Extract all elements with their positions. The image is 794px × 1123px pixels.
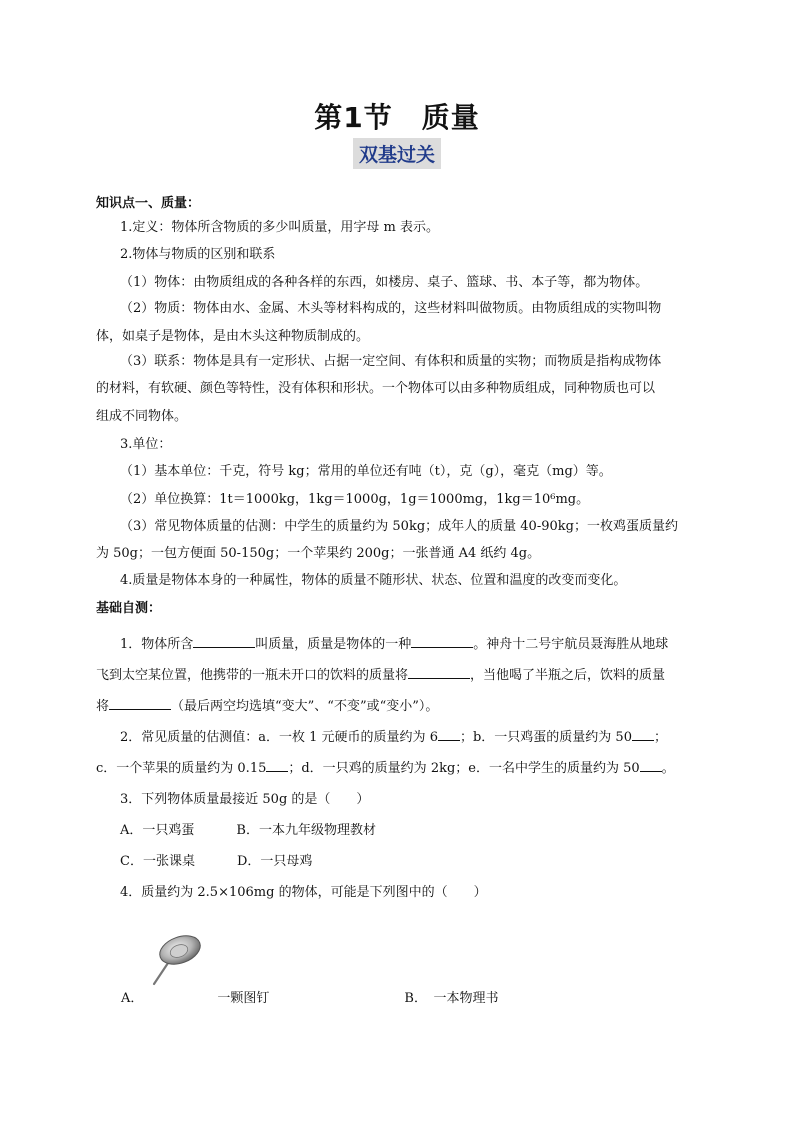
knowledge-line: 2.物体与物质的区别和联系 [120, 247, 276, 262]
selftest-heading: 基础自测： [96, 601, 162, 616]
question-text: ，当他喝了半瓶之后，饮料的质量 [470, 668, 666, 683]
question-1-line-3 [96, 695, 706, 714]
knowledge-line: （3）常见物体质量的估测：中学生的质量约为 50kg；成年人的质量 40-90kg；一枚鸡蛋质量约 [120, 519, 678, 534]
question-2-line-2 [96, 757, 706, 776]
answer-blank[interactable] [193, 635, 255, 648]
question-3-options-row-1 [120, 819, 730, 838]
knowledge-line: 3.单位： [120, 437, 172, 452]
question-text: （最后两空均选填“变大”、“不变”或“变小”）。 [171, 699, 439, 714]
knowledge-heading: 知识点一、质量： [96, 196, 201, 211]
option-b[interactable]: B．一本九年级物理教材 [236, 823, 376, 838]
option-a[interactable]: A． [121, 991, 144, 1006]
answer-blank[interactable] [640, 759, 662, 772]
question-text: ；b．一只鸡蛋的质量约为 50 [459, 730, 632, 745]
question-text: ； [653, 730, 667, 745]
question-2-line-1 [120, 726, 730, 745]
thumbtack-image [150, 932, 206, 988]
question-3: 3．下列物体质量最接近 50g 的是（ ） [120, 792, 370, 807]
answer-blank[interactable] [632, 728, 654, 741]
subtitle-wrap [0, 138, 794, 169]
question-text: 飞到太空某位置，他携带的一瓶未开口的饮料的质量将 [96, 668, 409, 683]
question-text: 叫质量，质量是物体的一种 [255, 637, 412, 652]
section-subtitle: 双基过关 [353, 138, 441, 169]
question-text: 1．物体所含 [120, 637, 194, 652]
question-text: 。 [661, 761, 675, 776]
option-a-label: 一颗图钉 [217, 991, 270, 1006]
question-4-options [121, 987, 731, 1006]
question-1-line-1 [120, 633, 730, 652]
option-d[interactable]: D．一只母鸡 [236, 854, 313, 869]
option-b[interactable]: B． 一本物理书 [404, 991, 499, 1006]
knowledge-line: （3）联系：物体是具有一定形状、占据一定空间、有体积和质量的实物；而物质是指构成物体 [120, 354, 662, 369]
question-text: 将 [96, 699, 110, 714]
knowledge-line: 的材料，有软硬、颜色等特性，没有体积和形状。一个物体可以由多种物质组成，同种物质也可以 [96, 381, 656, 396]
page-title: 第1节 质量 [314, 101, 480, 134]
question-text: 2．常见质量的估测值：a．一枚 1 元硬币的质量约为 6 [120, 730, 438, 745]
option-c[interactable]: C．一张课桌 [120, 854, 195, 869]
knowledge-line: 体，如桌子是物体，是由木头这种物质制成的。 [96, 329, 370, 344]
answer-blank[interactable] [109, 697, 171, 710]
knowledge-line: （1）基本单位：千克，符号 kg；常用的单位还有吨（t），克（g），毫克（mg）等。 [120, 464, 612, 479]
question-1-line-2 [96, 664, 706, 683]
knowledge-line: （1）物体：由物质组成的各种各样的东西，如楼房、桌子、篮球、书、本子等，都为物体。 [120, 275, 649, 290]
knowledge-line: 4.质量是物体本身的一种属性，物体的质量不随形状、状态、位置和温度的改变而变化。 [120, 573, 627, 588]
option-a[interactable]: A．一只鸡蛋 [120, 823, 195, 838]
knowledge-line: （2）单位换算：1t＝1000kg，1kg＝1000g，1g＝1000mg，1kg＝10⁶mg。 [120, 492, 590, 507]
question-text: c．一个苹果的质量约为 0.15 [96, 761, 267, 776]
answer-blank[interactable] [408, 666, 470, 679]
answer-blank[interactable] [438, 728, 460, 741]
answer-blank[interactable] [411, 635, 473, 648]
answer-blank[interactable] [266, 759, 288, 772]
question-text: ；d．一只鸡的质量约为 2kg；e．一名中学生的质量约为 50 [288, 761, 640, 776]
knowledge-line: （2）物质：物体由水、金属、木头等材料构成的，这些材料叫做物质。由物质组成的实物叫物 [120, 301, 662, 316]
question-text: 。神舟十二号宇航员聂海胜从地球 [473, 637, 669, 652]
knowledge-line: 1.定义：物体所含物质的多少叫质量，用字母 m 表示。 [120, 220, 439, 235]
knowledge-line: 为 50g；一包方便面 50-150g；一个苹果约 200g；一张普通 A4 纸约 4g。 [96, 546, 541, 561]
question-4: 4．质量约为 2.5×106mg 的物体，可能是下列图中的（ ） [120, 885, 487, 900]
question-3-options-row-2 [120, 850, 730, 869]
knowledge-line: 组成不同物体。 [96, 409, 188, 424]
